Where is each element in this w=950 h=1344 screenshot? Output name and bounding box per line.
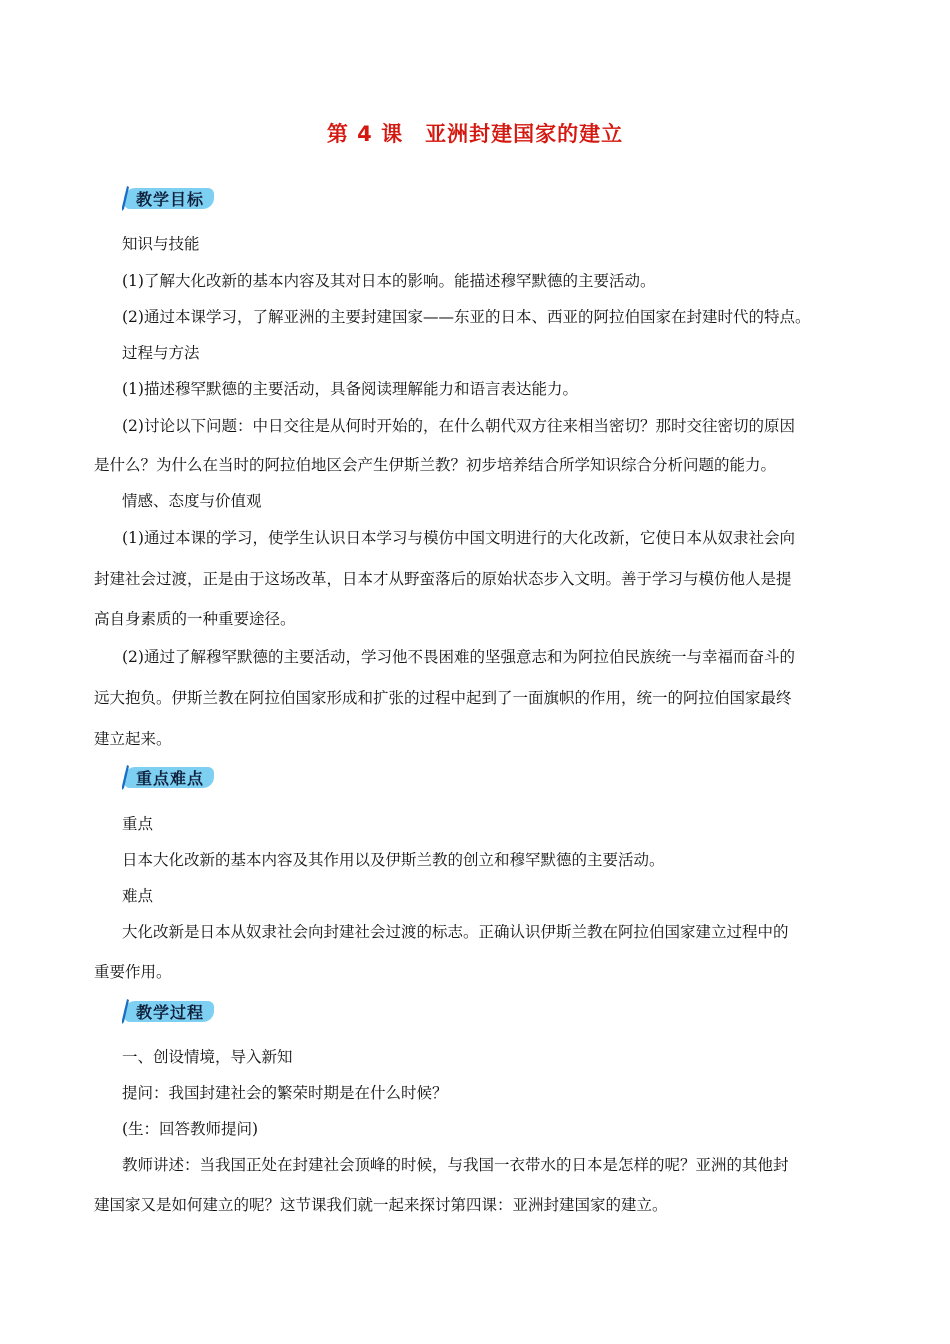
section-badge-process (122, 998, 205, 1024)
paragraph-line: 重要作用。 (94, 963, 172, 981)
paragraph-line: 是什么？为什么在当时的阿拉伯地区会产生伊斯兰教？初步培养结合所学知识综合分析问题的能力。 (94, 456, 777, 474)
paragraph-line: 高自身素质的一种重要途径。 (94, 610, 296, 628)
paragraph-line: (生：回答教师提问) (122, 1120, 259, 1138)
paragraph-line: 建国家又是如何建立的呢？这节课我们就一起来探讨第四课：亚洲封建国家的建立。 (94, 1196, 668, 1214)
subheading: 难点 (122, 887, 154, 905)
paragraph-line: 日本大化改新的基本内容及其作用以及伊斯兰教的创立和穆罕默德的主要活动。 (122, 851, 665, 869)
paragraph-line: 大化改新是日本从奴隶社会向封建社会过渡的标志。正确认识伊斯兰教在阿拉伯国家建立过程中的 (122, 923, 789, 941)
paragraph-line: (2)讨论以下问题：中日交往是从何时开始的，在什么朝代双方往来相当密切？那时交往密切的原因 (122, 417, 795, 435)
section-title: 教学目标 (136, 189, 205, 209)
subheading: 过程与方法 (122, 344, 200, 362)
paragraph-line: 建立起来。 (94, 730, 172, 748)
pen-icon (120, 764, 130, 791)
paragraph-line: 提问：我国封建社会的繁荣时期是在什么时候？ (122, 1084, 448, 1102)
section-title: 重点难点 (136, 768, 205, 788)
pen-icon (120, 185, 130, 212)
paragraph-line: (2)通过了解穆罕默德的主要活动，学习他不畏困难的坚强意志和为阿拉伯民族统一与幸福而奋斗的 (122, 648, 795, 666)
subheading: 知识与技能 (122, 235, 200, 253)
section-badge-objectives (122, 185, 205, 211)
subheading: 重点 (122, 815, 154, 833)
paragraph-line: 教师讲述：当我国正处在封建社会顶峰的时候，与我国一衣带水的日本是怎样的呢？亚洲的其他封 (122, 1156, 789, 1174)
lesson-title: 第 4 课 亚洲封建国家的建立 (326, 122, 624, 146)
paragraph-line: (1)通过本课的学习，使学生认识日本学习与模仿中国文明进行的大化改新，它使日本从奴隶社会向 (122, 529, 795, 547)
paragraph-line: (2)通过本课学习，了解亚洲的主要封建国家——东亚的日本、西亚的阿拉伯国家在封建时代的特点。 (122, 308, 811, 326)
section-title: 教学过程 (136, 1002, 205, 1022)
paragraph-line: 封建社会过渡，正是由于这场改革，日本才从野蛮落后的原始状态步入文明。善于学习与模仿他人是提 (94, 570, 792, 588)
paragraph-line: (1)描述穆罕默德的主要活动，具备阅读理解能力和语言表达能力。 (122, 380, 578, 398)
section-badge-key-points (122, 764, 205, 790)
pen-icon (120, 998, 130, 1025)
subheading: 情感、态度与价值观 (122, 492, 262, 510)
paragraph-line: 远大抱负。伊斯兰教在阿拉伯国家形成和扩张的过程中起到了一面旗帜的作用，统一的阿拉伯国家最终 (94, 689, 792, 707)
paragraph-line: (1)了解大化改新的基本内容及其对日本的影响。能描述穆罕默德的主要活动。 (122, 272, 656, 290)
subheading: 一、创设情境，导入新知 (122, 1048, 293, 1066)
